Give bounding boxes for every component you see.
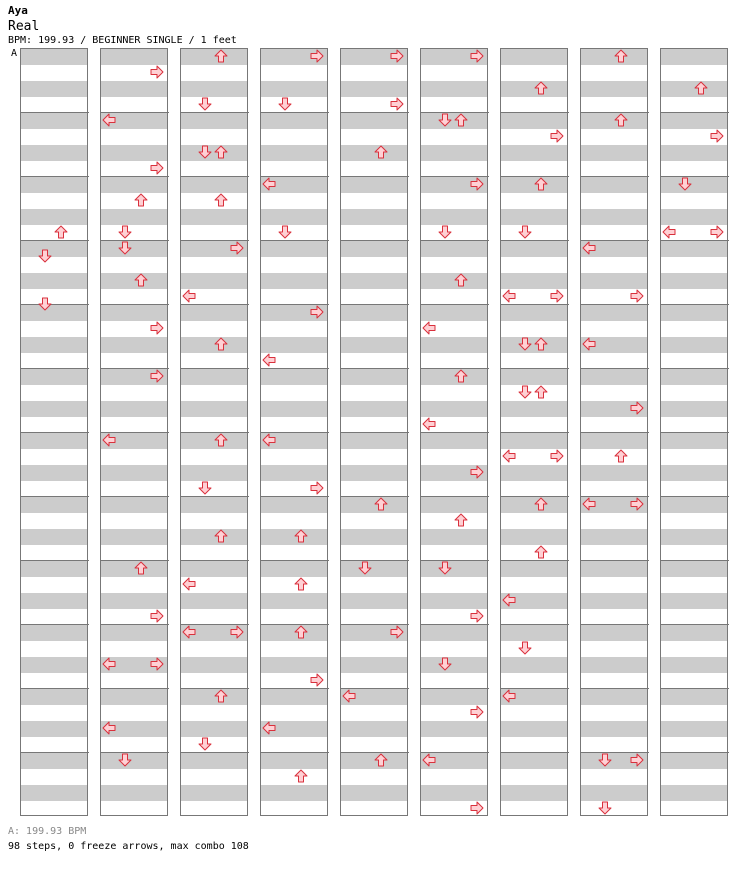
step-arrow-right-icon (150, 369, 164, 383)
step-arrow-right-icon (470, 705, 484, 719)
step-arrow-right-icon (550, 129, 564, 143)
measure-line (501, 304, 569, 305)
step-arrow-left-icon (102, 113, 116, 127)
step-arrow-up-icon (374, 497, 388, 511)
measure-line (101, 496, 169, 497)
measure-line (21, 304, 89, 305)
step-arrow-down-icon (438, 225, 452, 239)
step-arrow-up-icon (294, 529, 308, 543)
measure-line (581, 560, 649, 561)
measure-line (181, 496, 249, 497)
measure-line (501, 368, 569, 369)
step-arrow-right-icon (550, 289, 564, 303)
measure-line (21, 560, 89, 561)
step-arrow-up-icon (534, 337, 548, 351)
measure-line (341, 432, 409, 433)
measure-line (341, 176, 409, 177)
step-arrow-right-icon (150, 65, 164, 79)
chart-column (420, 48, 488, 816)
step-arrow-right-icon (150, 657, 164, 671)
step-arrow-down-icon (198, 481, 212, 495)
step-arrow-right-icon (470, 465, 484, 479)
measure-line (101, 752, 169, 753)
step-arrow-left-icon (182, 625, 196, 639)
step-arrow-left-icon (102, 433, 116, 447)
measure-line (421, 240, 489, 241)
measure-line (421, 560, 489, 561)
step-arrow-left-icon (502, 449, 516, 463)
step-arrow-down-icon (118, 225, 132, 239)
step-arrow-down-icon (38, 297, 52, 311)
measure-line (581, 688, 649, 689)
measure-line (21, 624, 89, 625)
measure-line (341, 240, 409, 241)
step-arrow-up-icon (134, 273, 148, 287)
measure-line (101, 240, 169, 241)
measure-line (421, 496, 489, 497)
measure-line (581, 176, 649, 177)
measure-line (181, 112, 249, 113)
section-label: A (11, 48, 18, 59)
measure-line (661, 432, 729, 433)
step-arrow-up-icon (294, 577, 308, 591)
measure-line (101, 176, 169, 177)
measure-line (21, 496, 89, 497)
step-arrow-right-icon (470, 609, 484, 623)
step-arrow-right-icon (150, 609, 164, 623)
step-arrow-left-icon (582, 241, 596, 255)
chart-column (660, 48, 728, 816)
step-arrow-left-icon (262, 433, 276, 447)
measure-line (261, 496, 329, 497)
step-arrow-right-icon (470, 177, 484, 191)
step-arrow-up-icon (214, 193, 228, 207)
step-arrow-down-icon (438, 113, 452, 127)
step-arrow-left-icon (182, 577, 196, 591)
measure-line (101, 688, 169, 689)
step-arrow-right-icon (710, 225, 724, 239)
step-arrow-up-icon (614, 113, 628, 127)
measure-line (501, 624, 569, 625)
measure-line (661, 112, 729, 113)
measure-line (181, 176, 249, 177)
step-arrow-up-icon (134, 561, 148, 575)
measure-line (581, 624, 649, 625)
step-arrow-up-icon (134, 193, 148, 207)
step-arrow-right-icon (150, 321, 164, 335)
step-arrow-right-icon (550, 449, 564, 463)
step-arrow-up-icon (294, 769, 308, 783)
chart-info: BPM: 199.93 / BEGINNER SINGLE / 1 feet (8, 35, 237, 46)
step-arrow-right-icon (230, 625, 244, 639)
measure-line (661, 624, 729, 625)
measure-line (181, 368, 249, 369)
step-arrow-right-icon (710, 129, 724, 143)
step-arrow-down-icon (438, 657, 452, 671)
measure-line (261, 368, 329, 369)
step-arrow-up-icon (534, 497, 548, 511)
measure-line (181, 560, 249, 561)
measure-line (661, 688, 729, 689)
step-arrow-right-icon (310, 481, 324, 495)
measure-line (661, 176, 729, 177)
step-arrow-up-icon (214, 337, 228, 351)
step-arrow-up-icon (534, 385, 548, 399)
step-arrow-down-icon (198, 97, 212, 111)
step-arrow-left-icon (582, 337, 596, 351)
step-arrow-up-icon (374, 145, 388, 159)
step-arrow-up-icon (294, 625, 308, 639)
measure-line (181, 304, 249, 305)
step-arrow-up-icon (694, 81, 708, 95)
measure-line (501, 240, 569, 241)
measure-line (21, 432, 89, 433)
measure-line (21, 112, 89, 113)
measure-line (661, 304, 729, 305)
step-arrow-right-icon (390, 625, 404, 639)
step-arrow-right-icon (310, 49, 324, 63)
step-arrow-down-icon (518, 641, 532, 655)
measure-line (421, 624, 489, 625)
step-arrow-right-icon (390, 49, 404, 63)
step-arrow-up-icon (214, 529, 228, 543)
step-arrow-left-icon (262, 721, 276, 735)
step-arrow-down-icon (518, 225, 532, 239)
measure-line (581, 432, 649, 433)
measure-line (581, 304, 649, 305)
step-stats: 98 steps, 0 freeze arrows, max combo 108 (8, 841, 249, 852)
step-arrow-left-icon (422, 417, 436, 431)
step-arrow-left-icon (582, 497, 596, 511)
measure-line (421, 304, 489, 305)
step-arrow-down-icon (678, 177, 692, 191)
step-arrow-up-icon (614, 449, 628, 463)
step-arrow-up-icon (534, 177, 548, 191)
measure-line (261, 752, 329, 753)
artist-name: Aya (8, 4, 28, 17)
measure-line (501, 432, 569, 433)
measure-line (261, 112, 329, 113)
measure-line (501, 752, 569, 753)
measure-line (261, 240, 329, 241)
measure-line (21, 240, 89, 241)
step-arrow-right-icon (630, 753, 644, 767)
measure-line (341, 304, 409, 305)
step-arrow-down-icon (598, 753, 612, 767)
step-arrow-right-icon (470, 49, 484, 63)
step-arrow-up-icon (214, 689, 228, 703)
measure-line (21, 176, 89, 177)
measure-line (21, 688, 89, 689)
step-arrow-left-icon (342, 689, 356, 703)
step-arrow-right-icon (630, 289, 644, 303)
step-arrow-down-icon (198, 145, 212, 159)
step-arrow-left-icon (422, 321, 436, 335)
step-arrow-left-icon (102, 657, 116, 671)
measure-line (341, 560, 409, 561)
measure-line (341, 112, 409, 113)
step-arrow-right-icon (230, 241, 244, 255)
step-arrow-down-icon (278, 225, 292, 239)
measure-line (501, 560, 569, 561)
step-arrow-right-icon (150, 161, 164, 175)
step-arrow-left-icon (502, 593, 516, 607)
step-arrow-right-icon (630, 497, 644, 511)
measure-line (421, 432, 489, 433)
step-arrow-up-icon (54, 225, 68, 239)
step-arrow-down-icon (518, 385, 532, 399)
step-arrow-left-icon (102, 721, 116, 735)
step-arrow-up-icon (534, 545, 548, 559)
step-arrow-down-icon (118, 753, 132, 767)
step-arrow-down-icon (518, 337, 532, 351)
measure-line (421, 688, 489, 689)
measure-line (661, 752, 729, 753)
step-arrow-up-icon (534, 81, 548, 95)
step-arrow-right-icon (310, 305, 324, 319)
step-arrow-left-icon (662, 225, 676, 239)
measure-line (661, 496, 729, 497)
measure-line (261, 688, 329, 689)
step-arrow-left-icon (502, 689, 516, 703)
step-arrow-right-icon (470, 801, 484, 815)
step-arrow-left-icon (262, 353, 276, 367)
step-arrow-down-icon (38, 249, 52, 263)
measure-line (21, 752, 89, 753)
step-arrow-down-icon (198, 737, 212, 751)
chart-column (260, 48, 328, 816)
measure-line (181, 752, 249, 753)
step-arrow-down-icon (358, 561, 372, 575)
step-arrow-up-icon (454, 113, 468, 127)
step-arrow-down-icon (118, 241, 132, 255)
measure-line (101, 304, 169, 305)
step-arrow-up-icon (454, 273, 468, 287)
step-arrow-up-icon (454, 513, 468, 527)
measure-line (501, 112, 569, 113)
measure-line (261, 560, 329, 561)
song-title: Real (8, 19, 40, 34)
measure-line (21, 368, 89, 369)
step-arrow-left-icon (502, 289, 516, 303)
step-arrow-left-icon (262, 177, 276, 191)
step-arrow-up-icon (214, 145, 228, 159)
step-arrow-up-icon (214, 433, 228, 447)
step-arrow-up-icon (454, 369, 468, 383)
step-arrow-down-icon (438, 561, 452, 575)
step-arrow-down-icon (598, 801, 612, 815)
step-arrow-left-icon (422, 753, 436, 767)
step-arrow-left-icon (182, 289, 196, 303)
chart-column (580, 48, 648, 816)
step-arrow-up-icon (614, 49, 628, 63)
measure-line (581, 368, 649, 369)
step-arrow-up-icon (214, 49, 228, 63)
chart-column (20, 48, 88, 816)
measure-line (341, 368, 409, 369)
step-arrow-right-icon (390, 97, 404, 111)
measure-line (661, 560, 729, 561)
step-arrow-down-icon (278, 97, 292, 111)
bpm-summary: A: 199.93 BPM (8, 826, 87, 837)
measure-line (101, 624, 169, 625)
step-arrow-right-icon (310, 673, 324, 687)
step-arrow-up-icon (374, 753, 388, 767)
measure-line (661, 240, 729, 241)
step-arrow-right-icon (630, 401, 644, 415)
measure-line (661, 368, 729, 369)
